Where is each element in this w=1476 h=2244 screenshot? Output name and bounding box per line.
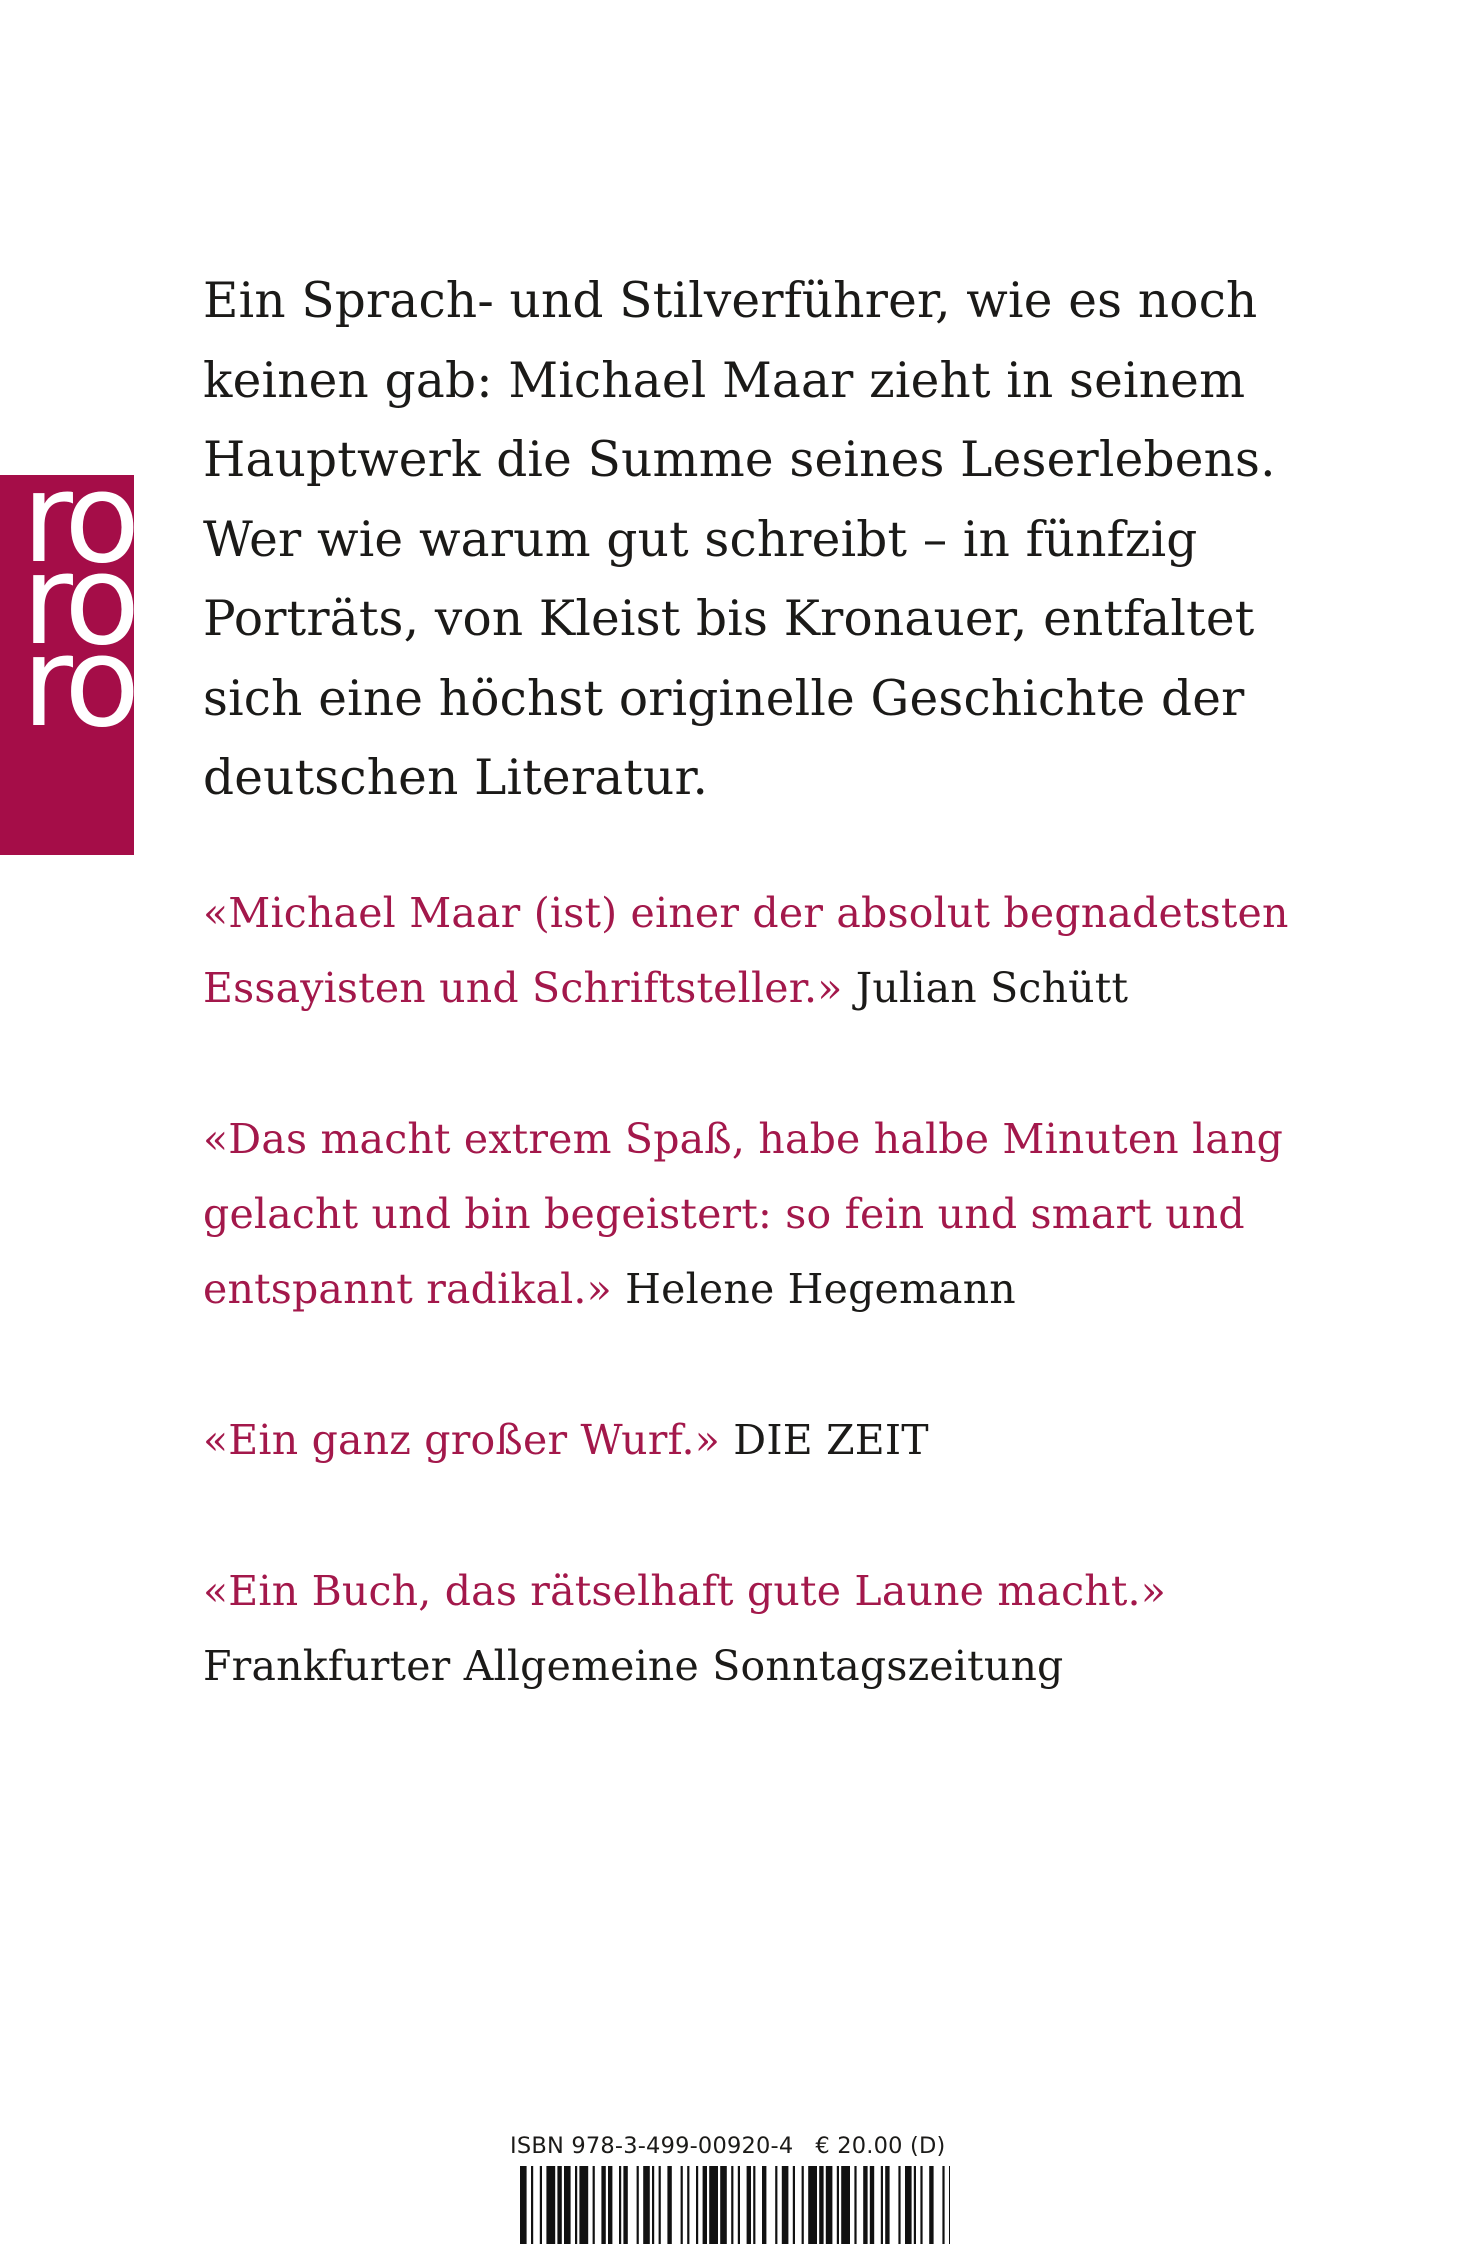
quote-line: «Ein Buch, das rätselhaft gute Laune macht.» bbox=[203, 1566, 1167, 1615]
barcode-bar bbox=[531, 2166, 533, 2244]
barcode-bar bbox=[863, 2166, 867, 2244]
review-quote bbox=[203, 1102, 1303, 1327]
quote-line: Essayisten und Schriftsteller.» bbox=[203, 963, 843, 1012]
barcode-bar bbox=[575, 2166, 577, 2244]
barcode-bar bbox=[540, 2166, 542, 2244]
barcode-bar bbox=[942, 2166, 944, 2244]
barcode-bar bbox=[564, 2166, 571, 2244]
quote-source: DIE ZEIT bbox=[733, 1415, 929, 1464]
barcode-bar bbox=[885, 2166, 889, 2244]
barcode-bar bbox=[601, 2166, 605, 2244]
quote-line: gelacht und bin begeistert: so fein und smart und bbox=[203, 1189, 1245, 1238]
barcode-bar bbox=[826, 2166, 833, 2244]
blurb-line: Ein Sprach- und Stilverführer, wie es noch bbox=[203, 273, 1258, 329]
blurb-line: Porträts, von Kleist bis Kronauer, entfaltet bbox=[203, 591, 1255, 647]
barcode-bar bbox=[782, 2166, 789, 2244]
barcode-bar bbox=[870, 2166, 874, 2244]
barcode-bar bbox=[593, 2166, 595, 2244]
barcode-bar bbox=[579, 2166, 588, 2244]
rororo-logo bbox=[0, 475, 134, 855]
quote-line: «Ein ganz großer Wurf.» bbox=[203, 1415, 721, 1464]
barcode-bar bbox=[703, 2166, 707, 2244]
quote-line: «Das macht extrem Spaß, habe halbe Minuten lang bbox=[203, 1114, 1284, 1163]
barcode bbox=[520, 2166, 950, 2244]
barcode-bar bbox=[841, 2166, 850, 2244]
blurb-line: Wer wie warum gut schreibt – in fünfzig bbox=[203, 511, 1198, 568]
blurb-line: deutschen Literatur. bbox=[203, 750, 709, 806]
blurb-line: sich eine höchst originelle Geschichte der bbox=[203, 670, 1245, 727]
barcode-bar bbox=[696, 2166, 698, 2244]
barcode-bar bbox=[762, 2166, 766, 2244]
rororo-logo-text: ro ro ro bbox=[22, 475, 134, 755]
barcode-bar bbox=[819, 2166, 823, 2244]
price-label: € 20.00 (D) bbox=[815, 2133, 946, 2159]
barcode-bar bbox=[881, 2166, 883, 2244]
barcode-bar bbox=[929, 2166, 933, 2244]
review-quote bbox=[203, 1403, 1303, 1478]
barcode-bar bbox=[920, 2166, 922, 2244]
barcode-bar bbox=[608, 2166, 612, 2244]
barcode-bar bbox=[949, 2166, 950, 2244]
barcode-bar bbox=[753, 2166, 755, 2244]
review-quote bbox=[203, 876, 1303, 1026]
review-quote bbox=[203, 1554, 1303, 1704]
barcode-bar bbox=[747, 2166, 751, 2244]
quote-line: «Michael Maar (ist) einer der absolut begnadetsten bbox=[203, 888, 1289, 937]
barcode-bar bbox=[898, 2166, 900, 2244]
barcode-bar bbox=[557, 2166, 561, 2244]
quote-source: Helene Hegemann bbox=[625, 1264, 1016, 1313]
barcode-bar bbox=[652, 2166, 654, 2244]
blurb-line: keinen gab: Michael Maar zieht in seinem bbox=[203, 352, 1246, 409]
barcode-bar bbox=[667, 2166, 671, 2244]
barcode-bar bbox=[731, 2166, 733, 2244]
barcode-bar bbox=[802, 2166, 804, 2244]
barcode-area bbox=[510, 2128, 960, 2244]
back-cover-text bbox=[203, 262, 1303, 1704]
barcode-bar bbox=[854, 2166, 856, 2244]
barcode-bar bbox=[637, 2166, 639, 2244]
barcode-bar bbox=[643, 2166, 650, 2244]
barcode-bar bbox=[837, 2166, 839, 2244]
quote-source: Julian Schütt bbox=[855, 963, 1129, 1012]
barcode-bar bbox=[520, 2166, 527, 2244]
barcode-bar bbox=[808, 2166, 817, 2244]
isbn-label: ISBN bbox=[510, 2133, 564, 2159]
blurb-line: Hauptwerk die Summe seines Leserlebens. bbox=[203, 432, 1276, 488]
barcode-bar bbox=[619, 2166, 621, 2244]
barcode-bar bbox=[546, 2166, 555, 2244]
barcode-bar bbox=[623, 2166, 627, 2244]
barcode-bar bbox=[914, 2166, 916, 2244]
quote-source: Frankfurter Allgemeine Sonntagszeitung bbox=[203, 1641, 1064, 1690]
barcode-bar bbox=[659, 2166, 661, 2244]
barcode-bar bbox=[793, 2166, 795, 2244]
quote-line: entspannt radikal.» bbox=[203, 1264, 612, 1313]
barcode-bar bbox=[905, 2166, 912, 2244]
barcode-bar bbox=[687, 2166, 689, 2244]
barcode-bar bbox=[738, 2166, 740, 2244]
barcode-bar bbox=[709, 2166, 718, 2244]
barcode-bar bbox=[720, 2166, 727, 2244]
barcode-bar bbox=[681, 2166, 683, 2244]
barcode-bar bbox=[775, 2166, 777, 2244]
isbn-line bbox=[510, 2128, 960, 2164]
isbn-number: 978-3-499-00920-4 bbox=[571, 2133, 794, 2159]
book-blurb bbox=[203, 262, 1303, 819]
